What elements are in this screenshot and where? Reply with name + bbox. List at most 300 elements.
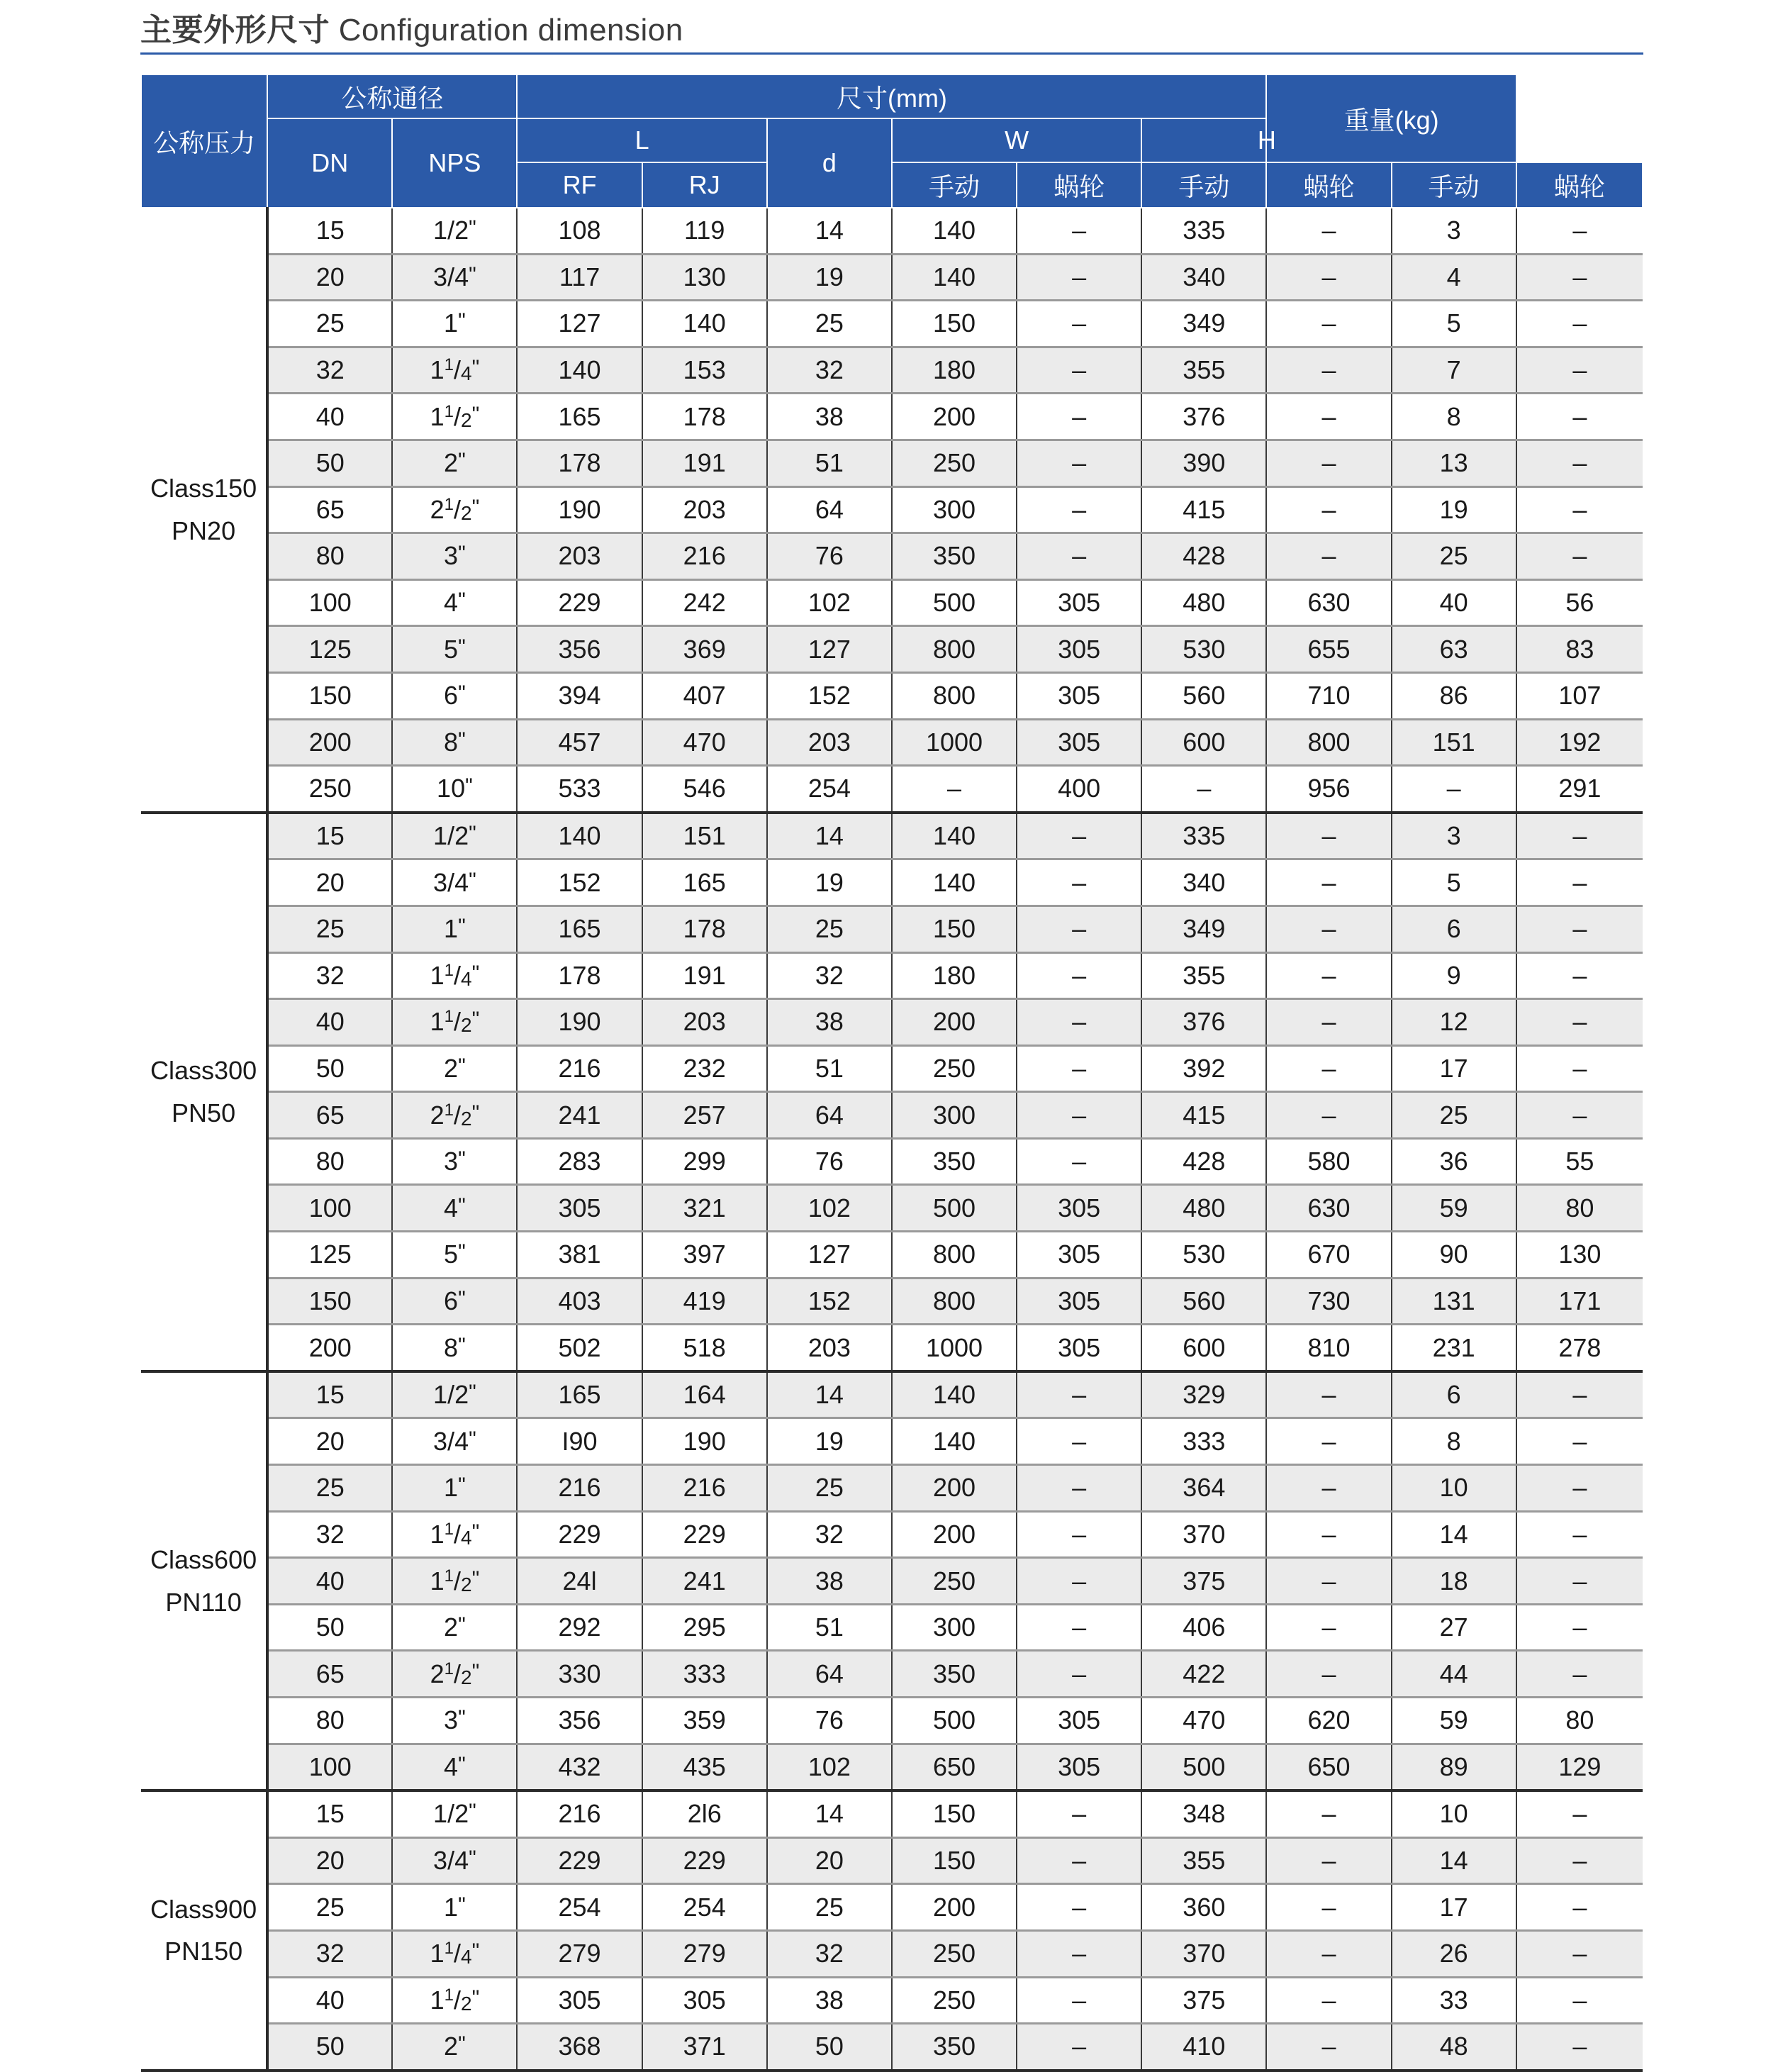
cell-d: 51: [767, 440, 892, 486]
cell-weight-worm: –: [1516, 1790, 1643, 1837]
cell-dn: 150: [267, 1278, 392, 1325]
cell-weight-worm: 129: [1516, 1744, 1643, 1790]
cell-w-manual: 350: [892, 533, 1017, 580]
cell-weight-manual: 8: [1392, 1418, 1516, 1465]
cell-l-rj: 407: [642, 672, 767, 719]
cell-weight-worm: –: [1516, 813, 1643, 859]
cell-w-worm: 400: [1017, 766, 1141, 813]
table-row: [141, 347, 1643, 394]
cell-l-rj: 242: [642, 579, 767, 626]
header-nps: NPS: [392, 118, 517, 208]
cell-h-manual: 560: [1141, 1278, 1266, 1325]
cell-d: 102: [767, 1744, 892, 1790]
cell-dn: 15: [267, 1371, 392, 1418]
cell-dn: 40: [267, 1977, 392, 2024]
cell-d: 102: [767, 579, 892, 626]
cell-w-worm: –: [1017, 440, 1141, 486]
cell-dn: 200: [267, 719, 392, 766]
cell-w-worm: –: [1017, 1558, 1141, 1605]
cell-h-worm: 810: [1266, 1325, 1391, 1371]
cell-w-manual: 1000: [892, 719, 1017, 766]
cell-d: 38: [767, 1558, 892, 1605]
cell-weight-worm: –: [1516, 1558, 1643, 1605]
cell-w-manual: 250: [892, 1977, 1017, 2024]
cell-d: 51: [767, 1604, 892, 1651]
cell-nps: 8": [392, 719, 517, 766]
cell-dn: 65: [267, 1651, 392, 1698]
table-row: [141, 1837, 1643, 1884]
cell-weight-manual: 6: [1392, 1371, 1516, 1418]
cell-l-rj: 165: [642, 859, 767, 906]
cell-l-rj: 130: [642, 254, 767, 301]
cell-w-manual: 150: [892, 301, 1017, 347]
cell-weight-worm: 56: [1516, 579, 1643, 626]
cell-h-worm: 800: [1266, 719, 1391, 766]
cell-l-rj: 229: [642, 1837, 767, 1884]
cell-dn: 25: [267, 301, 392, 347]
cell-w-worm: –: [1017, 533, 1141, 580]
cell-dn: 80: [267, 533, 392, 580]
cell-w-manual: 140: [892, 1418, 1017, 1465]
pressure-class-cell: [141, 1371, 267, 1790]
header-rj: RJ: [642, 162, 767, 208]
cell-w-worm: –: [1017, 1604, 1141, 1651]
table-row: [141, 1558, 1643, 1605]
cell-weight-manual: 7: [1392, 347, 1516, 394]
cell-weight-manual: 89: [1392, 1744, 1516, 1790]
cell-dn: 20: [267, 1837, 392, 1884]
table-row: [141, 766, 1643, 813]
cell-w-worm: –: [1017, 347, 1141, 394]
cell-dn: 32: [267, 347, 392, 394]
cell-nps: $1^1/_2$": [392, 394, 517, 440]
cell-l-rj: 191: [642, 952, 767, 999]
cell-nps: 3": [392, 533, 517, 580]
cell-d: 51: [767, 1045, 892, 1092]
cell-h-worm: –: [1266, 952, 1391, 999]
cell-h-worm: 650: [1266, 1744, 1391, 1790]
cell-weight-manual: 3: [1392, 208, 1516, 254]
cell-w-manual: 250: [892, 1930, 1017, 1977]
header-dimensions: 尺寸(mm): [517, 74, 1266, 118]
cell-nps: 4": [392, 1185, 517, 1232]
header-h: H: [1141, 118, 1391, 162]
cell-dn: 100: [267, 579, 392, 626]
cell-d: 14: [767, 813, 892, 859]
cell-h-manual: 390: [1141, 440, 1266, 486]
cell-l-rf: I90: [517, 1418, 642, 1465]
cell-nps: 2": [392, 1604, 517, 1651]
table-row: [141, 486, 1643, 533]
cell-l-rf: 254: [517, 1884, 642, 1931]
table-row: [141, 1977, 1643, 2024]
cell-l-rj: 369: [642, 626, 767, 673]
cell-l-rf: 457: [517, 719, 642, 766]
table-row: [141, 1465, 1643, 1512]
cell-w-worm: 305: [1017, 1698, 1141, 1744]
cell-l-rj: 164: [642, 1371, 767, 1418]
cell-h-manual: 392: [1141, 1045, 1266, 1092]
table-row: [141, 906, 1643, 952]
cell-h-manual: 340: [1141, 859, 1266, 906]
cell-w-manual: 350: [892, 2024, 1017, 2071]
cell-l-rf: 330: [517, 1651, 642, 1698]
cell-w-manual: –: [892, 766, 1017, 813]
cell-dn: 100: [267, 1744, 392, 1790]
cell-weight-worm: –: [1516, 1371, 1643, 1418]
cell-l-rf: 190: [517, 486, 642, 533]
table-row: [141, 719, 1643, 766]
cell-l-rf: 108: [517, 208, 642, 254]
cell-weight-manual: 25: [1392, 1092, 1516, 1139]
cell-w-manual: 500: [892, 1698, 1017, 1744]
cell-weight-worm: –: [1516, 1045, 1643, 1092]
cell-l-rj: 299: [642, 1138, 767, 1185]
cell-d: 32: [767, 952, 892, 999]
cell-nps: 4": [392, 579, 517, 626]
cell-w-worm: –: [1017, 1884, 1141, 1931]
cell-h-manual: –: [1141, 766, 1266, 813]
cell-nps: 1": [392, 1884, 517, 1931]
cell-weight-manual: 14: [1392, 1837, 1516, 1884]
cell-nps: 3/4": [392, 859, 517, 906]
cell-l-rj: 359: [642, 1698, 767, 1744]
cell-l-rf: 394: [517, 672, 642, 719]
cell-w-worm: –: [1017, 906, 1141, 952]
cell-nps: $1^1/_4$": [392, 347, 517, 394]
cell-l-rj: 178: [642, 906, 767, 952]
cell-l-rj: 203: [642, 486, 767, 533]
cell-nps: 3/4": [392, 254, 517, 301]
table-row: [141, 1278, 1643, 1325]
cell-dn: 80: [267, 1138, 392, 1185]
cell-d: 32: [767, 347, 892, 394]
configuration-dimension-table: [140, 74, 1643, 2072]
cell-dn: 40: [267, 394, 392, 440]
cell-dn: 200: [267, 1325, 392, 1371]
cell-h-worm: –: [1266, 254, 1391, 301]
cell-l-rj: 229: [642, 1511, 767, 1558]
cell-h-worm: 670: [1266, 1232, 1391, 1279]
cell-h-manual: 360: [1141, 1884, 1266, 1931]
cell-l-rf: 305: [517, 1977, 642, 2024]
cell-h-worm: 580: [1266, 1138, 1391, 1185]
header-pressure: 公称压力: [141, 74, 267, 208]
cell-weight-manual: 36: [1392, 1138, 1516, 1185]
cell-w-manual: 150: [892, 1837, 1017, 1884]
cell-w-worm: –: [1017, 208, 1141, 254]
cell-l-rf: 165: [517, 394, 642, 440]
cell-weight-manual: 9: [1392, 952, 1516, 999]
cell-dn: 15: [267, 1790, 392, 1837]
cell-weight-manual: 48: [1392, 2024, 1516, 2071]
cell-weight-worm: –: [1516, 1092, 1643, 1139]
table-row: [141, 1884, 1643, 1931]
cell-w-manual: 300: [892, 1092, 1017, 1139]
cell-weight-manual: 3: [1392, 813, 1516, 859]
cell-weight-worm: –: [1516, 1977, 1643, 2024]
cell-nps: 1": [392, 301, 517, 347]
cell-l-rj: 190: [642, 1418, 767, 1465]
table-row: [141, 301, 1643, 347]
cell-h-worm: –: [1266, 1558, 1391, 1605]
cell-w-worm: –: [1017, 486, 1141, 533]
header-h-manual: 手动: [1141, 162, 1266, 208]
cell-nps: 1/2": [392, 208, 517, 254]
cell-d: 14: [767, 1371, 892, 1418]
cell-nps: 4": [392, 1744, 517, 1790]
cell-h-manual: 349: [1141, 301, 1266, 347]
cell-h-manual: 335: [1141, 813, 1266, 859]
cell-weight-worm: 55: [1516, 1138, 1643, 1185]
cell-d: 64: [767, 1651, 892, 1698]
cell-w-manual: 140: [892, 813, 1017, 859]
cell-weight-worm: –: [1516, 254, 1643, 301]
cell-w-manual: 180: [892, 952, 1017, 999]
cell-h-manual: 370: [1141, 1511, 1266, 1558]
cell-nps: 1": [392, 1465, 517, 1512]
table-row: [141, 1232, 1643, 1279]
cell-nps: 6": [392, 1278, 517, 1325]
cell-weight-worm: –: [1516, 347, 1643, 394]
table-body: [141, 208, 1643, 2071]
cell-l-rj: 305: [642, 1977, 767, 2024]
cell-nps: 1/2": [392, 1371, 517, 1418]
pressure-pn: PN150: [164, 1937, 243, 1966]
header-nominal-diameter: 公称通径: [267, 74, 517, 118]
cell-nps: 1/2": [392, 1790, 517, 1837]
cell-dn: 100: [267, 1185, 392, 1232]
cell-l-rf: 305: [517, 1185, 642, 1232]
cell-w-manual: 150: [892, 906, 1017, 952]
cell-dn: 15: [267, 813, 392, 859]
cell-h-worm: –: [1266, 1884, 1391, 1931]
cell-dn: 125: [267, 626, 392, 673]
cell-l-rj: 2l6: [642, 1790, 767, 1837]
cell-l-rj: 153: [642, 347, 767, 394]
cell-l-rj: 518: [642, 1325, 767, 1371]
cell-weight-manual: 231: [1392, 1325, 1516, 1371]
cell-dn: 50: [267, 1604, 392, 1651]
cell-nps: 5": [392, 626, 517, 673]
cell-weight-worm: –: [1516, 394, 1643, 440]
cell-w-worm: 305: [1017, 579, 1141, 626]
cell-l-rj: 254: [642, 1884, 767, 1931]
cell-weight-worm: –: [1516, 1837, 1643, 1884]
cell-h-manual: 428: [1141, 533, 1266, 580]
cell-h-manual: 530: [1141, 1232, 1266, 1279]
cell-w-worm: –: [1017, 1418, 1141, 1465]
header-w-worm: 蜗轮: [1017, 162, 1141, 208]
cell-dn: 32: [267, 952, 392, 999]
table-row: [141, 1790, 1643, 1837]
header-rf: RF: [517, 162, 642, 208]
cell-nps: $1^1/_4$": [392, 1511, 517, 1558]
cell-h-worm: –: [1266, 1465, 1391, 1512]
cell-weight-manual: 14: [1392, 1511, 1516, 1558]
cell-nps: $2^1/_2$": [392, 486, 517, 533]
cell-h-manual: 376: [1141, 999, 1266, 1046]
cell-l-rj: 419: [642, 1278, 767, 1325]
cell-h-worm: –: [1266, 1092, 1391, 1139]
pressure-pn: PN50: [172, 1098, 236, 1127]
cell-w-manual: 200: [892, 999, 1017, 1046]
pressure-pn: PN110: [165, 1587, 242, 1617]
cell-weight-worm: –: [1516, 1884, 1643, 1931]
cell-d: 32: [767, 1930, 892, 1977]
cell-weight-manual: 59: [1392, 1698, 1516, 1744]
cell-w-manual: 200: [892, 1511, 1017, 1558]
cell-h-worm: –: [1266, 1418, 1391, 1465]
cell-w-worm: –: [1017, 1930, 1141, 1977]
cell-l-rf: 229: [517, 1511, 642, 1558]
cell-weight-manual: 17: [1392, 1045, 1516, 1092]
cell-d: 76: [767, 533, 892, 580]
cell-weight-manual: 63: [1392, 626, 1516, 673]
cell-dn: 20: [267, 859, 392, 906]
cell-l-rf: 178: [517, 952, 642, 999]
cell-h-manual: 375: [1141, 1977, 1266, 2024]
cell-h-manual: 415: [1141, 486, 1266, 533]
cell-l-rf: 203: [517, 533, 642, 580]
cell-dn: 25: [267, 906, 392, 952]
cell-h-worm: –: [1266, 486, 1391, 533]
cell-weight-worm: –: [1516, 533, 1643, 580]
cell-l-rj: 241: [642, 1558, 767, 1605]
cell-h-worm: –: [1266, 2024, 1391, 2071]
cell-l-rj: 178: [642, 394, 767, 440]
cell-h-manual: 348: [1141, 1790, 1266, 1837]
cell-h-worm: –: [1266, 906, 1391, 952]
cell-l-rj: 321: [642, 1185, 767, 1232]
cell-w-manual: 650: [892, 1744, 1017, 1790]
cell-d: 254: [767, 766, 892, 813]
cell-dn: 20: [267, 254, 392, 301]
cell-l-rj: 232: [642, 1045, 767, 1092]
cell-l-rf: 117: [517, 254, 642, 301]
table-row: [141, 1744, 1643, 1790]
cell-weight-worm: –: [1516, 1465, 1643, 1512]
cell-w-worm: –: [1017, 1465, 1141, 1512]
cell-w-manual: 300: [892, 486, 1017, 533]
cell-l-rf: 403: [517, 1278, 642, 1325]
cell-d: 32: [767, 1511, 892, 1558]
cell-w-worm: –: [1017, 1371, 1141, 1418]
cell-w-worm: 305: [1017, 1325, 1141, 1371]
cell-d: 25: [767, 1465, 892, 1512]
cell-h-worm: –: [1266, 1930, 1391, 1977]
cell-w-manual: 140: [892, 859, 1017, 906]
cell-weight-worm: 192: [1516, 719, 1643, 766]
cell-w-worm: –: [1017, 1045, 1141, 1092]
cell-l-rf: 381: [517, 1232, 642, 1279]
cell-l-rf: 229: [517, 579, 642, 626]
table-row: [141, 579, 1643, 626]
header-l: L: [517, 118, 766, 162]
cell-h-manual: 355: [1141, 347, 1266, 394]
cell-d: 64: [767, 486, 892, 533]
cell-d: 64: [767, 1092, 892, 1139]
cell-h-manual: 560: [1141, 672, 1266, 719]
cell-w-worm: –: [1017, 254, 1141, 301]
cell-l-rj: 333: [642, 1651, 767, 1698]
cell-l-rf: 229: [517, 1837, 642, 1884]
cell-h-worm: –: [1266, 440, 1391, 486]
cell-d: 203: [767, 1325, 892, 1371]
table-row: [141, 1092, 1643, 1139]
cell-l-rj: 397: [642, 1232, 767, 1279]
cell-weight-manual: 26: [1392, 1930, 1516, 1977]
title-divider: [140, 52, 1643, 55]
cell-weight-manual: 151: [1392, 719, 1516, 766]
cell-weight-worm: 80: [1516, 1185, 1643, 1232]
cell-w-worm: 305: [1017, 1278, 1141, 1325]
cell-w-worm: 305: [1017, 1185, 1141, 1232]
cell-nps: 3/4": [392, 1837, 517, 1884]
table-row: [141, 859, 1643, 906]
header-weight: 重量(kg): [1266, 74, 1516, 162]
cell-d: 19: [767, 859, 892, 906]
cell-w-manual: 250: [892, 440, 1017, 486]
cell-h-manual: 600: [1141, 1325, 1266, 1371]
cell-l-rf: 356: [517, 1698, 642, 1744]
cell-dn: 50: [267, 2024, 392, 2071]
cell-weight-worm: 278: [1516, 1325, 1643, 1371]
cell-w-manual: 800: [892, 626, 1017, 673]
cell-l-rf: 356: [517, 626, 642, 673]
cell-weight-manual: 8: [1392, 394, 1516, 440]
cell-h-worm: –: [1266, 859, 1391, 906]
cell-w-manual: 180: [892, 347, 1017, 394]
cell-l-rf: 502: [517, 1325, 642, 1371]
cell-nps: $2^1/_2$": [392, 1651, 517, 1698]
page-title: 主要外形尺寸 Configuration dimension: [140, 13, 683, 48]
cell-w-manual: 800: [892, 672, 1017, 719]
cell-weight-manual: –: [1392, 766, 1516, 813]
cell-h-manual: 422: [1141, 1651, 1266, 1698]
cell-h-worm: –: [1266, 1837, 1391, 1884]
cell-weight-manual: 6: [1392, 906, 1516, 952]
cell-h-worm: –: [1266, 999, 1391, 1046]
cell-d: 50: [767, 2024, 892, 2071]
cell-w-worm: –: [1017, 1511, 1141, 1558]
cell-weight-manual: 27: [1392, 1604, 1516, 1651]
cell-l-rj: 216: [642, 533, 767, 580]
cell-dn: 125: [267, 1232, 392, 1279]
cell-w-manual: 250: [892, 1045, 1017, 1092]
cell-d: 127: [767, 1232, 892, 1279]
cell-w-worm: –: [1017, 1790, 1141, 1837]
cell-l-rf: 190: [517, 999, 642, 1046]
cell-d: 25: [767, 1884, 892, 1931]
cell-l-rf: 241: [517, 1092, 642, 1139]
cell-dn: 40: [267, 999, 392, 1046]
cell-weight-manual: 10: [1392, 1465, 1516, 1512]
cell-dn: 40: [267, 1558, 392, 1605]
table-row: [141, 1325, 1643, 1371]
cell-h-worm: –: [1266, 1511, 1391, 1558]
cell-weight-manual: 131: [1392, 1278, 1516, 1325]
cell-w-manual: 500: [892, 1185, 1017, 1232]
table-row: [141, 2024, 1643, 2071]
cell-nps: 1/2": [392, 813, 517, 859]
cell-weight-worm: –: [1516, 301, 1643, 347]
cell-w-manual: 300: [892, 1604, 1017, 1651]
table-row: [141, 672, 1643, 719]
cell-w-worm: –: [1017, 394, 1141, 440]
pressure-class: Class600: [150, 1545, 257, 1575]
cell-l-rf: 165: [517, 906, 642, 952]
